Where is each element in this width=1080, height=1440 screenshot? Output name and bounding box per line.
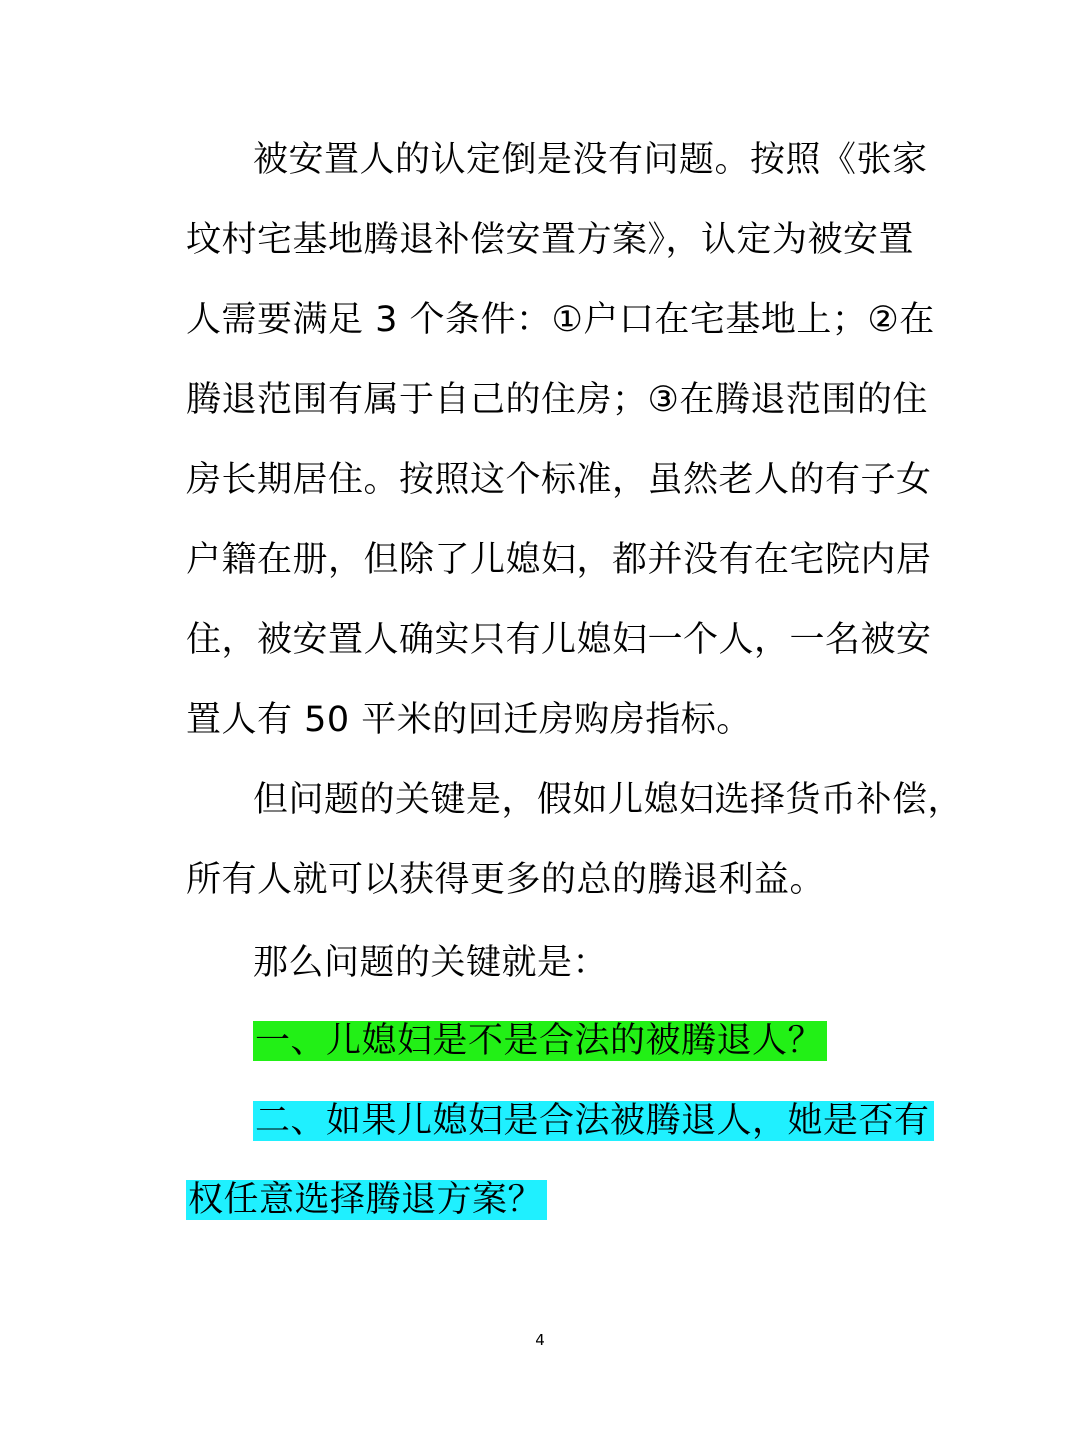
paragraph-2-line-2: 所有人就可以获得更多的总的腾退利益。 [186,860,826,900]
paragraph-1-line-1: 被安置人的认定倒是没有问题。按照《张家 [253,140,928,180]
question-2-highlight-line-1: 二、如果儿媳妇是合法被腾退人，她是否有 [253,1101,934,1141]
paragraph-2-line-1: 但问题的关键是，假如儿媳妇选择货币补偿， [253,780,964,820]
paragraph-1-line-2: 坟村宅基地腾退补偿安置方案》，认定为被安置 [186,220,915,260]
paragraph-1-line-6: 户籍在册，但除了儿媳妇，都并没有在宅院内居 [186,540,932,580]
question-2-highlight-line-2: 权任意选择腾退方案？ [186,1180,547,1220]
paragraph-1-line-8: 置人有 50 平米的回迁房购房指标。 [186,700,752,740]
paragraph-1-line-3: 人需要满足 3 个条件：①户口在宅基地上；②在 [186,300,935,340]
question-2-line-2 [186,1162,547,1238]
paragraph-1-line-5: 房长期居住。按照这个标准，虽然老人的有子女 [186,460,932,500]
question-1-highlight: 一、儿媳妇是不是合法的被腾退人？ [253,1021,827,1061]
question-1 [253,1005,827,1077]
paragraph-1-line-7: 住，被安置人确实只有儿媳妇一个人，一名被安 [186,620,932,660]
page-number: 4 [535,1331,545,1349]
paragraph-1-line-4: 腾退范围有属于自己的住房；③在腾退范围的住 [186,380,928,420]
question-2-line-1 [253,1083,934,1159]
paragraph-3-line-1: 那么问题的关键就是： [253,943,609,983]
